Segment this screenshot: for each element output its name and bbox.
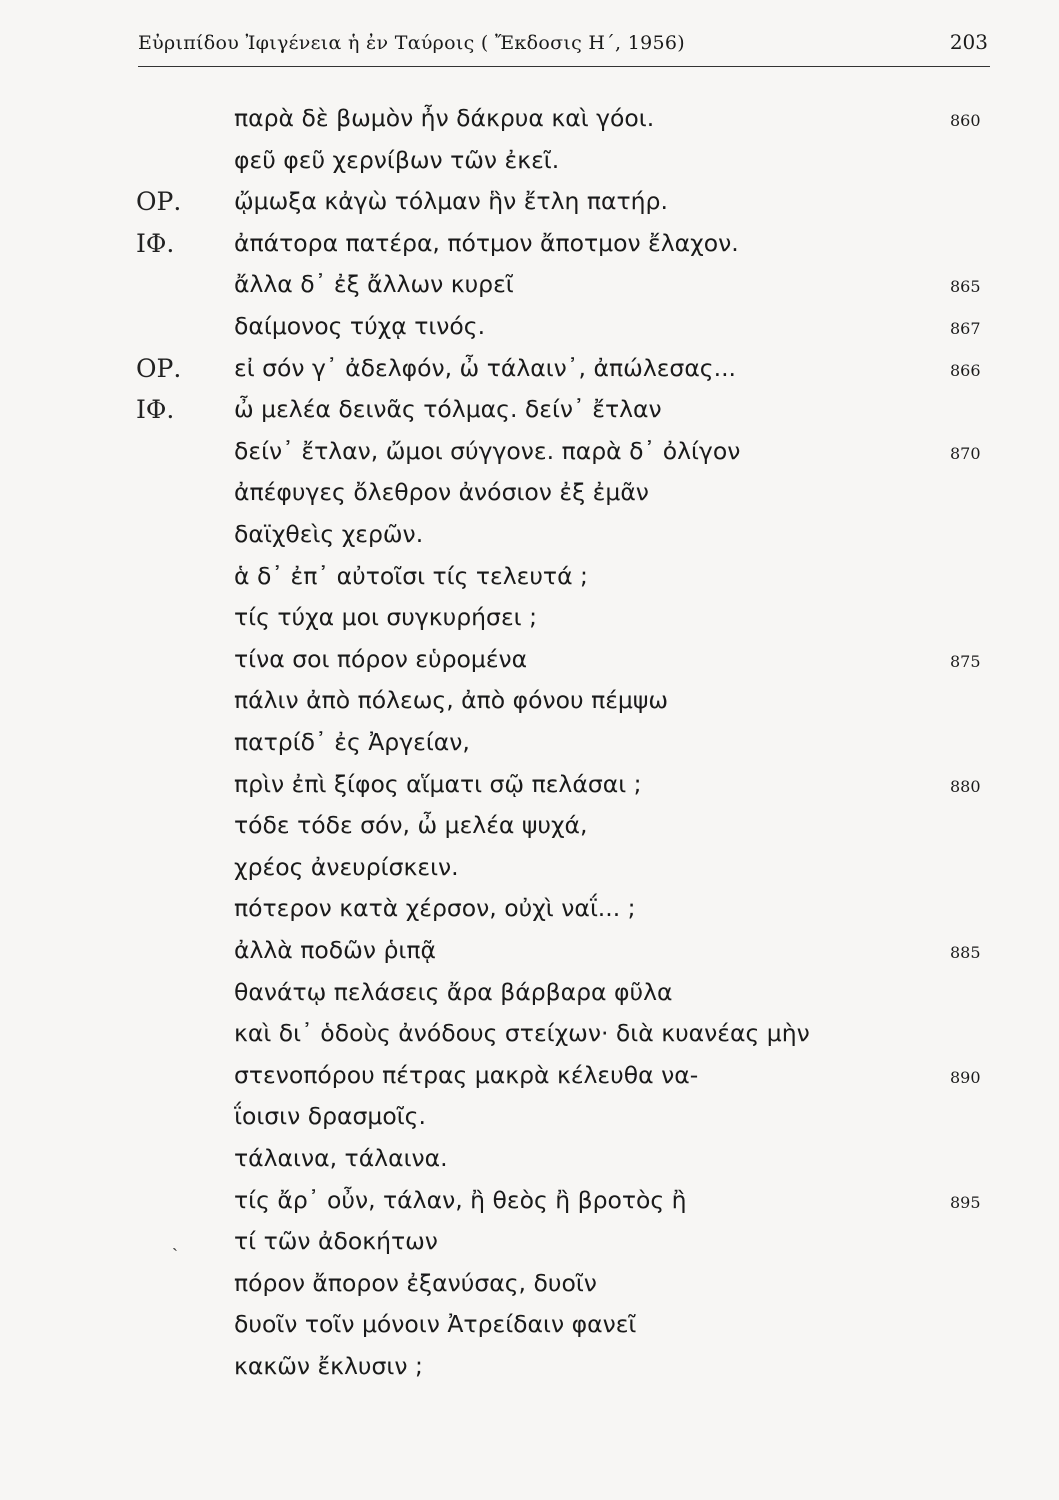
verse-line bbox=[0, 223, 1059, 265]
verse-line bbox=[0, 1138, 1059, 1180]
line-number: 885 bbox=[950, 943, 981, 962]
verse-line bbox=[0, 348, 1059, 390]
verse-text: καὶ δι᾽ ὁδοὺς ἀνόδους στείχων· διὰ κυανέας μὴν bbox=[234, 1019, 810, 1048]
verse-line bbox=[0, 764, 1059, 806]
line-number: 867 bbox=[950, 319, 981, 338]
verse-text: πρὶν ἐπὶ ξίφος αἵματι σῷ πελάσαι ; bbox=[234, 769, 642, 798]
verse-text: τίς τύχα μοι συγκυρήσει ; bbox=[234, 603, 537, 632]
verse-text: χρέος ἀνευρίσκειν. bbox=[234, 852, 459, 881]
line-number: 875 bbox=[950, 651, 981, 671]
verse-line bbox=[0, 181, 1059, 223]
verse-text: τίνα σοι πόρον εὑρομένα bbox=[234, 644, 528, 673]
line-number: 870 bbox=[950, 443, 981, 463]
verse-text: κακῶν ἔκλυσιν ; bbox=[234, 1352, 423, 1380]
verse-line bbox=[0, 972, 1059, 1014]
verse-line bbox=[0, 847, 1059, 889]
verse-text: ἄλλα δ᾽ ἐξ ἄλλων κυρεῖ bbox=[234, 270, 514, 299]
verse-line bbox=[0, 888, 1059, 930]
line-number: 865 bbox=[950, 277, 981, 297]
verse-line bbox=[0, 472, 1059, 514]
verse-line bbox=[0, 389, 1059, 431]
line-number: 895 bbox=[950, 1192, 981, 1212]
verse-text: ἀπέφυγες ὄλεθρον ἀνόσιον ἐξ ἐμᾶν bbox=[234, 478, 649, 507]
margin-mark: ˎ bbox=[172, 1231, 178, 1253]
verse-text: ἁ δ᾽ ἐπ᾽ αὐτοῖσι τίς τελευτά ; bbox=[234, 561, 588, 590]
verse-text: πατρίδ᾽ ἐς Ἀργείαν, bbox=[234, 728, 470, 756]
page-number: 203 bbox=[949, 30, 988, 54]
verse-text: δαίμονος τύχᾳ τινός. bbox=[234, 312, 486, 340]
verse-line bbox=[0, 1013, 1059, 1055]
verse-line bbox=[0, 1096, 1059, 1138]
verse-text: πόρον ἄπορον ἐξανύσας, δυοῖν bbox=[234, 1268, 597, 1297]
line-number: 890 bbox=[950, 1067, 981, 1087]
verse-line bbox=[0, 639, 1059, 681]
verse-line bbox=[0, 680, 1059, 722]
verse-line bbox=[0, 1221, 1059, 1263]
verse-line bbox=[0, 1180, 1059, 1222]
verse-text: δαϊχθεὶς χερῶν. bbox=[234, 520, 424, 548]
verse-text: τί τῶν ἀδοκήτων bbox=[234, 1227, 438, 1256]
verse-text: ᾤμωξα κἀγὼ τόλμαν ἣν ἔτλη πατήρ. bbox=[234, 187, 668, 216]
verse-line bbox=[0, 140, 1059, 182]
verse-text: δυοῖν τοῖν μόνοιν Ἀτρείδαιν φανεῖ bbox=[234, 1310, 637, 1339]
verse-line bbox=[0, 597, 1059, 639]
verse-text: παρὰ δὲ βωμὸν ἦν δάκρυα καὶ γόοι. bbox=[234, 104, 655, 132]
verse-line bbox=[0, 1304, 1059, 1346]
verse-text: εἰ σόν γ᾽ ἀδελφόν, ὦ τάλαιν᾽, ἀπώλεσας... bbox=[234, 353, 737, 382]
verse-line bbox=[0, 98, 1059, 140]
verse-text: ΐοισιν δρασμοῖς. bbox=[234, 1102, 426, 1131]
verse-text: στενοπόρου πέτρας μακρὰ κέλευθα να- bbox=[234, 1060, 699, 1089]
speaker-label: ΟΡ. bbox=[136, 353, 182, 383]
verse-line bbox=[0, 930, 1059, 972]
verse-line bbox=[0, 264, 1059, 306]
verse-text: τόδε τόδε σόν, ὦ μελέα ψυχά, bbox=[234, 811, 588, 840]
verse-text: ἀλλὰ ποδῶν ῥιπᾷ bbox=[234, 936, 436, 964]
header-title: Εὐριπίδου Ἰφιγένεια ἡ ἐν Ταύροις ( Ἔκδοσις Η΄, 1956) bbox=[138, 32, 685, 54]
verse-text: τάλαινα, τάλαινα. bbox=[234, 1144, 448, 1172]
speaker-label: ΙΦ. bbox=[136, 395, 175, 425]
verse-line bbox=[0, 722, 1059, 764]
verse-text: ἀπάτορα πατέρα, πότμον ἄποτμον ἔλαχον. bbox=[234, 228, 739, 257]
verse-line bbox=[0, 431, 1059, 473]
verse-line bbox=[0, 556, 1059, 598]
verse-line bbox=[0, 1263, 1059, 1305]
verse-line bbox=[0, 514, 1059, 556]
speaker-label: ΟΡ. bbox=[136, 187, 182, 217]
verse-text: φεῦ φεῦ χερνίβων τῶν ἐκεῖ. bbox=[234, 145, 560, 174]
line-number: 860 bbox=[950, 111, 981, 130]
verse-text: θανάτῳ πελάσεις ἄρα βάρβαρα φῦλα bbox=[234, 977, 673, 1006]
verse-line bbox=[0, 805, 1059, 847]
speaker-label: ΙΦ. bbox=[136, 228, 175, 258]
verse-text: τίς ἄρ᾽ οὖν, τάλαν, ἢ θεὸς ἢ βροτὸς ἢ bbox=[234, 1185, 687, 1214]
verse-line bbox=[0, 1346, 1059, 1388]
verse-line bbox=[0, 306, 1059, 348]
verse-line bbox=[0, 1055, 1059, 1097]
line-number: 866 bbox=[950, 360, 981, 380]
verse-text: πάλιν ἀπὸ πόλεως, ἀπὸ φόνου πέμψω bbox=[234, 686, 669, 715]
line-number: 880 bbox=[950, 776, 981, 796]
verse-text: πότερον κατὰ χέρσον, οὐχὶ ναΐ... ; bbox=[234, 894, 636, 923]
verse-text: ὦ μελέα δεινᾶς τόλμας. δείν᾽ ἔτλαν bbox=[234, 395, 662, 424]
verse-text: δείν᾽ ἔτλαν, ὤμοι σύγγονε. παρὰ δ᾽ ὀλίγον bbox=[234, 436, 741, 465]
